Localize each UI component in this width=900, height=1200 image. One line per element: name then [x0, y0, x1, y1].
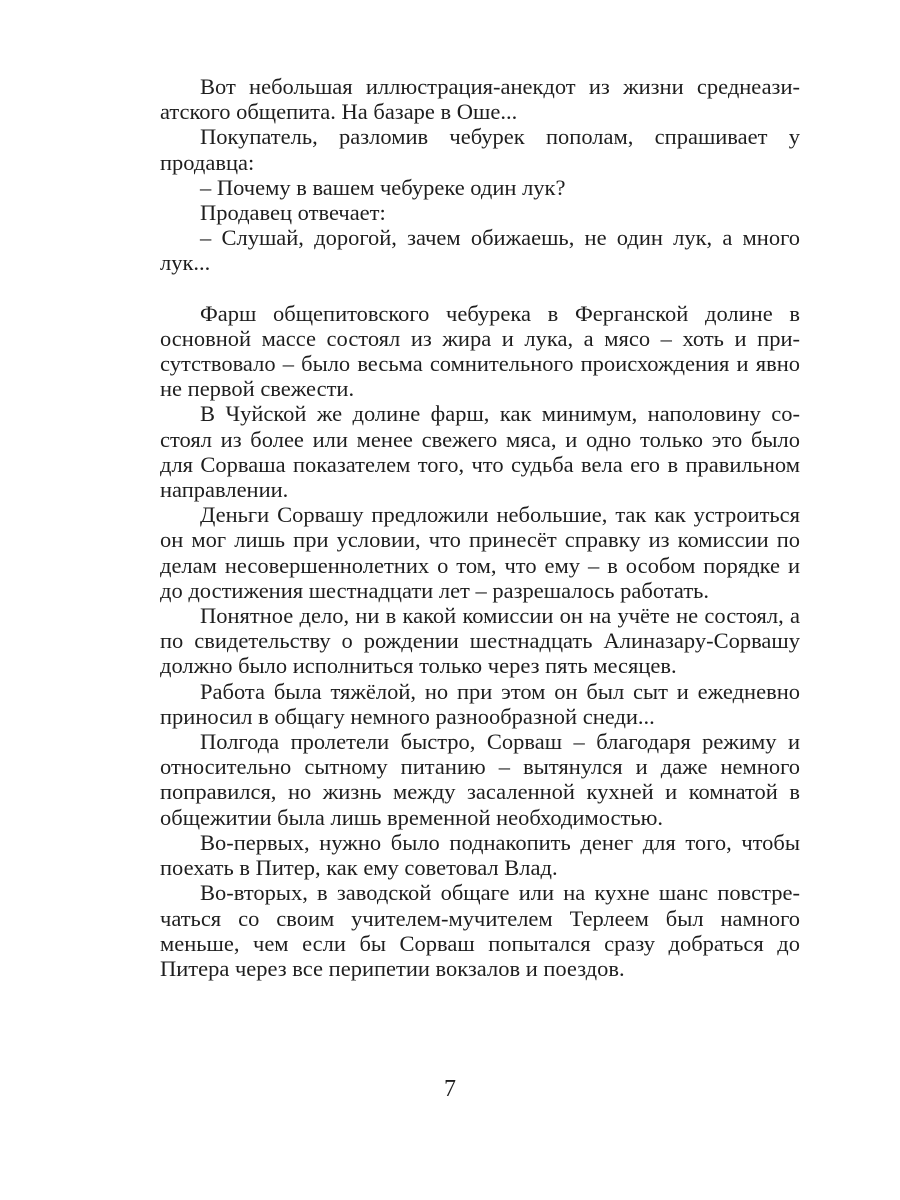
page-text: [160, 74, 800, 981]
anecdote-seller-paragraph: Продавец отвечает:: [200, 200, 386, 226]
story-paragraph: Понятное дело, ни в какой комиссии он на учёте не состоял, а по свидетельству о рождении шестнадцать Алиназару-Сорвашу должно было исполниться только через пять месяцев.: [160, 603, 800, 679]
anecdote-intro-paragraph: Вот небольшая иллюстрация-анекдот из жизни среднеазиатского общепита. На базаре в Оше...: [160, 74, 800, 125]
page-number: 7: [444, 1076, 456, 1102]
story-paragraph: Работа была тяжёлой, но при этом он был сыт и ежедневно приносил в общагу немного разнообразной снеди...: [160, 678, 800, 729]
story-paragraph: Во-вторых, в заводской общаге или на кухне шанс повстречаться со своим учителем-мучителем Терлеем был намного меньше, чем если бы Сорваш попытался сразу добраться до Питера через все перипетии вокзалов и поездов.: [160, 880, 800, 981]
story-paragraph: Во-первых, нужно было поднакопить денег для того, чтобы поехать в Питер, как ему советовал Влад.: [160, 829, 800, 881]
story-paragraph: Деньги Сорвашу предложили небольшие, так как устроиться он мог лишь при условии, что принесёт справку из комиссии по делам несовершеннолетних о том, что ему – в особом порядке и до достижения шестнадцати лет – разрешалось работать.: [160, 502, 800, 603]
story-paragraph: Фарш общепитовского чебурека в Ферганской долине в основной массе состоял из жира и лука, а мясо – хоть и присутствовало – было весьма сомнительного происхождения и явно не первой свежести.: [160, 300, 800, 402]
anecdote-question-line: – Почему в вашем чебуреке один лук?: [200, 174, 566, 200]
anecdote-answer-line: – Слушай, дорогой, зачем обижаешь, не один лук, а много лук...: [160, 225, 800, 276]
story-paragraph: В Чуйской же долине фарш, как минимум, наполовину состоял из более или менее свежего мяса, и одно только это было для Сорваша показателем того, что судьба вела его в правильном направлении.: [160, 401, 800, 503]
story-paragraph: Полгода пролетели быстро, Сорваш – благодаря режиму и относительно сытному питанию – вытянулся и даже немного поправился, но жизнь между засаленной кухней и комнатой в общежитии была лишь временной необходимостью.: [160, 729, 800, 830]
anecdote-buyer-paragraph: Покупатель, разломив чебурек пополам, спрашивает у продавца:: [160, 124, 800, 175]
